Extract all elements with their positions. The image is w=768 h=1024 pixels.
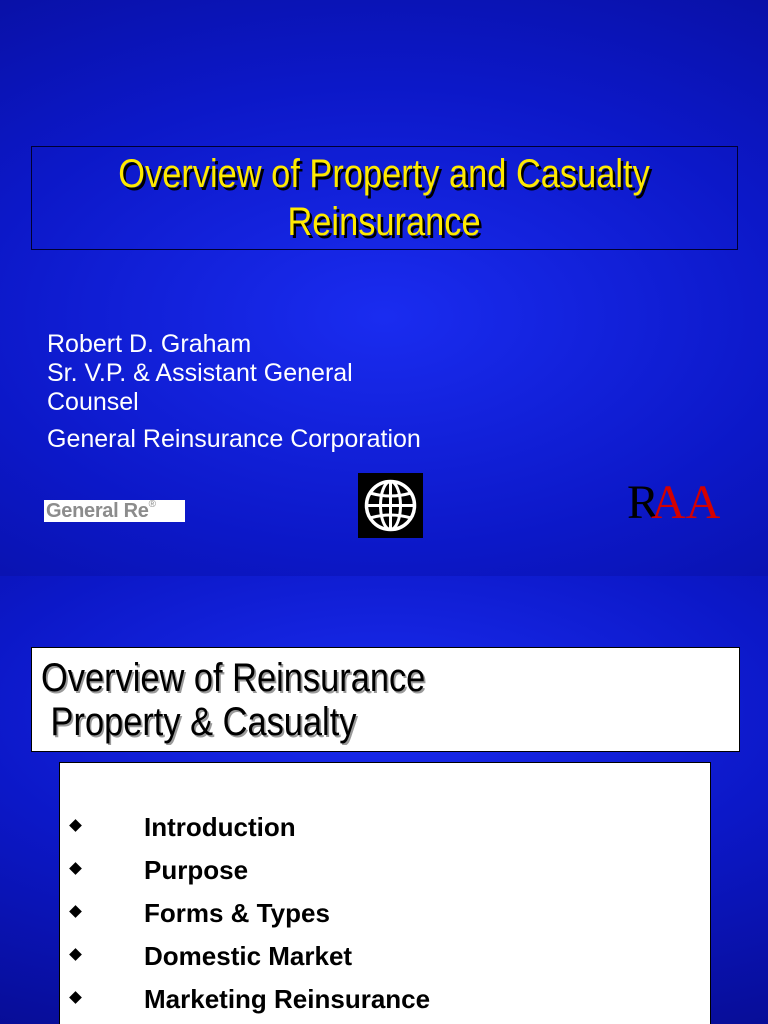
raa-logo-r: R bbox=[627, 476, 660, 529]
diamond-bullet-icon bbox=[69, 991, 82, 1004]
slide-title bbox=[119, 150, 651, 246]
title-box bbox=[31, 146, 738, 250]
organization: General Reinsurance Corporation bbox=[47, 425, 421, 453]
list-item bbox=[60, 812, 710, 842]
list-item-label: Domestic Market bbox=[144, 941, 353, 971]
author-title-line-1: Sr. V.P. & Assistant General bbox=[47, 359, 353, 387]
general-re-logo-text: General Re bbox=[46, 500, 149, 522]
list-item-label: Forms & Types bbox=[144, 898, 330, 928]
list-item bbox=[60, 855, 710, 885]
slide-2-title bbox=[41, 656, 425, 744]
agenda-list bbox=[59, 762, 711, 1024]
raa-logo-aa: AA bbox=[651, 476, 721, 529]
list-item bbox=[60, 941, 710, 971]
title-line-1: Overview of Property and Casualty bbox=[118, 152, 651, 196]
slide-2-title-box bbox=[31, 647, 740, 752]
diamond-bullet-icon bbox=[69, 905, 82, 918]
general-re-logo bbox=[44, 500, 185, 522]
raa-logo bbox=[627, 478, 720, 528]
slide-2-title-line-1: Overview of Reinsurance bbox=[41, 656, 426, 700]
diamond-bullet-icon bbox=[69, 862, 82, 875]
diamond-bullet-icon bbox=[69, 819, 82, 832]
list-item-label: Purpose bbox=[144, 855, 249, 885]
slide-2 bbox=[0, 576, 768, 1024]
author-title-line-2: Counsel bbox=[47, 388, 139, 416]
author-block bbox=[47, 330, 421, 454]
diamond-bullet-icon bbox=[69, 948, 82, 961]
globe-icon bbox=[358, 473, 423, 538]
list-item bbox=[60, 984, 710, 1014]
list-item-label: Marketing Reinsurance bbox=[144, 984, 431, 1014]
slide-2-title-line-2: Property & Casualty bbox=[41, 700, 357, 744]
list-item bbox=[60, 898, 710, 928]
author-name: Robert D. Graham bbox=[47, 330, 252, 358]
list-item-label: Introduction bbox=[144, 812, 296, 842]
registered-mark: ® bbox=[148, 499, 156, 510]
title-line-2: Reinsurance bbox=[287, 200, 482, 244]
